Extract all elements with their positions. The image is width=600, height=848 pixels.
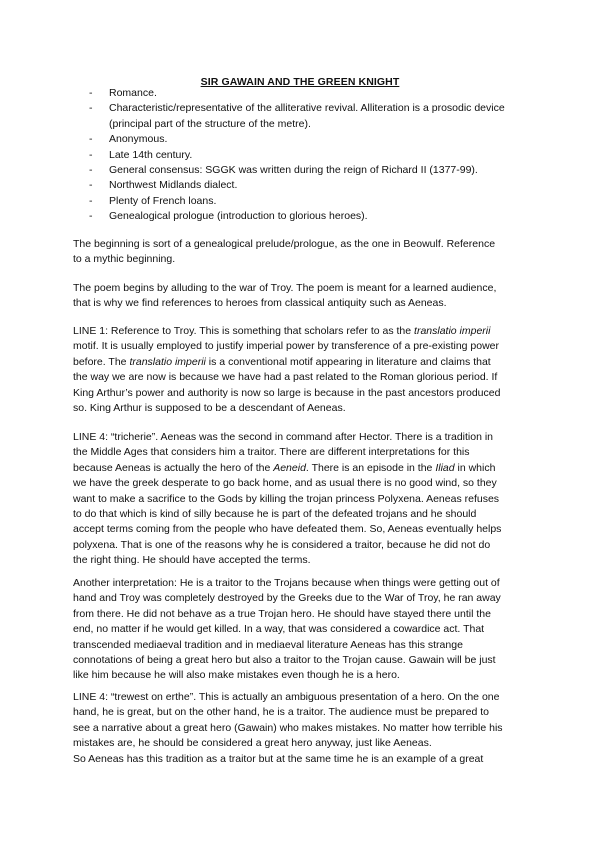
bullet-dash: - [89, 148, 93, 161]
bullet-dash: - [89, 194, 93, 207]
list-item: - Characteristic/representative of the alliterative revival. Alliteration is a prosodic device (principal part of the structure of the metre). [89, 102, 505, 130]
paragraph-troy: The poem begins by alluding to the war of Troy. The poem is meant for a learned audience, that is why we find references to heroes from classical antiquity such as Aeneas. [73, 282, 497, 310]
list-item: - Genealogical prologue (introduction to glorious heroes). [89, 209, 529, 224]
list-item: - Anonymous. [89, 132, 529, 147]
bullet-dash: - [89, 102, 93, 115]
bullet-dash: - [89, 179, 93, 192]
bullet-dash: - [89, 164, 93, 177]
page-title: SIR GAWAIN AND THE GREEN KNIGHT [200, 76, 400, 88]
paragraph-prelude: The beginning is sort of a genealogical prelude/prologue, as the one in Beowulf. Reference to a mythic beginning. [73, 238, 496, 266]
list-item: - Plenty of French loans. [89, 194, 529, 209]
summary-bullet-list [89, 86, 529, 225]
bullet-dash: - [89, 210, 93, 223]
bullet-dash: - [89, 133, 93, 146]
list-item: - Northwest Midlands dialect. [89, 178, 529, 193]
paragraph-line-4-tricherie: LINE 4: “tricherie”. Aeneas was the second in command after Hector. There is a tradition in the Middle Ages that considers him a traitor. There are different interpretations for this because Aeneas is actually the hero of the Aeneid. There is an episode in the Iliad in which we have the greek desperate to go back home, and as usual there is no good wind, so they want to make a sacrifice to the Gods by killing the trojan princess Polyxena. Aeneas refuses to do that which is kind of silly because he is part of the defeated trojans and he should accept terms coming from the people who have defeated them. So, Aeneas eventually helps polyxena. That is one of the reasons why he is considered a traitor, because he did not do the right thing. He should have accepted the terms. [73, 431, 502, 567]
paragraph-line-4-trewest: LINE 4: “trewest on erthe”. This is actually an ambiguous presentation of a hero. On the one hand, he is great, but on the other hand, he is a traitor. The audience must be prepared to see a narrative about a great hero (Gawain) who makes mistakes. No matter how terrible his mistakes are, he should be considered a great hero anyway, just like Aeneas. So Aeneas has this tradition as a traitor but at the same time he is an example of a great [73, 691, 503, 765]
paragraph-interpretation: Another interpretation: He is a traitor to the Trojans because when things were getting out of hand and Troy was completely destroyed by the Greeks due to the War of Troy, he ran away from there. He did not behave as a true Trojan hero. He should have stayed there until the end, no matter if he would get killed. In a way, that was considered a cowardice act. That transcended mediaeval tradition and in mediaeval literature Aeneas has this strange connotations of being a great hero but also a traitor to the Trojan cause. Gawain will be just like him because he will also make mistakes even though he is a hero. [73, 577, 501, 682]
list-item: - Late 14th century. [89, 148, 529, 163]
list-item: - Romance. [89, 86, 529, 101]
bullet-dash: - [89, 87, 93, 99]
list-item: - General consensus: SGGK was written during the reign of Richard II (1377-99). [89, 163, 529, 178]
paragraph-line-1: LINE 1: Reference to Troy. This is something that scholars refer to as the translatio imperii motif. It is usually employed to justify imperial power by transference of a pre-existing power before. The translatio imperii is a conventional motif appearing in literature and claims that the way we are now is because we have had a past related to the Roman glorious period. If King Arthur’s power and authority is now so large is because in the past ancestors produced so. King Arthur is supposed to be a descendant of Aeneas. [73, 325, 501, 415]
